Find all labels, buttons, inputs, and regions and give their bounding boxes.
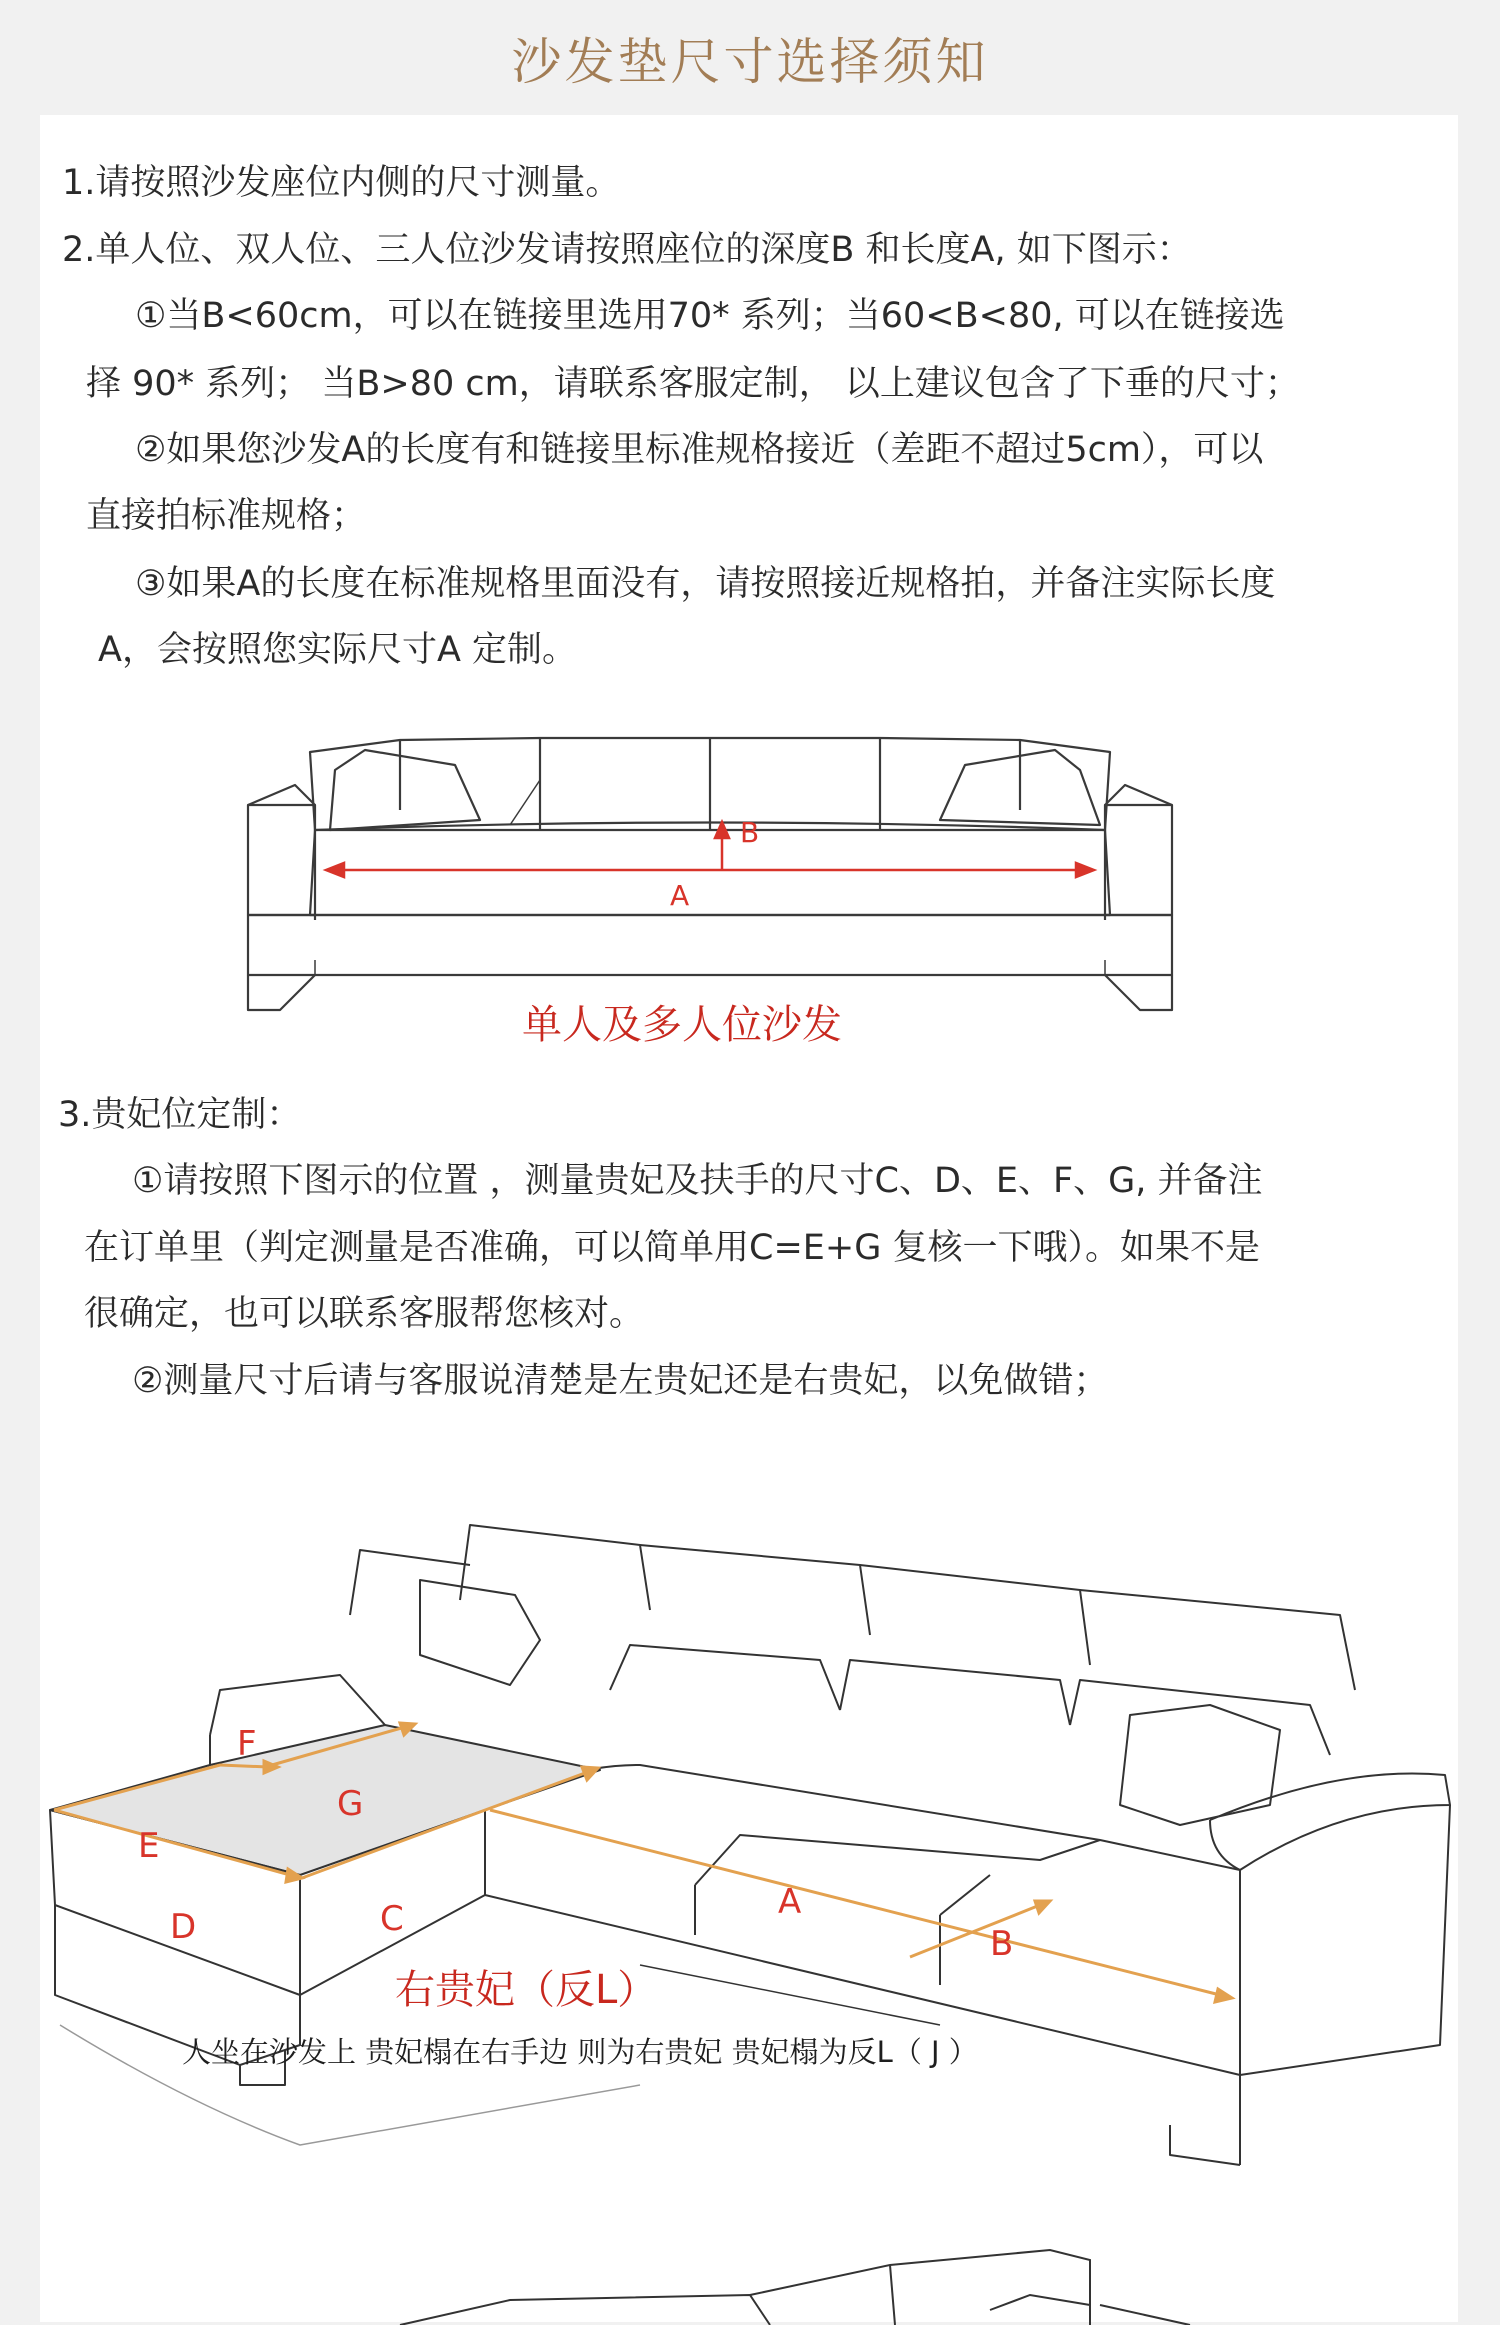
- dimension-label-c: C: [380, 1899, 404, 1939]
- dimension-label-a: A: [670, 879, 690, 912]
- next-sofa-diagram-partial: [390, 2215, 1190, 2325]
- figure-2-caption: 右贵妃（反L）: [395, 1967, 658, 2013]
- chaise-item-2: ②测量尺寸后请与客服说清楚是左贵妃还是右贵妃，以免做错；: [132, 1361, 1109, 1401]
- instruction-item-1b: 择 90* 系列； 当B>80 cm，请联系客服定制， 以上建议包含了下垂的尺寸；: [86, 364, 1300, 404]
- dimension-label-g: G: [337, 1784, 364, 1824]
- figure-1-caption: 单人及多人位沙发: [522, 1002, 842, 1048]
- content-card: [40, 115, 1458, 2322]
- chaise-item-1b: 在订单里（判定测量是否准确，可以简单用C=E+G 复核一下哦）。如果不是: [84, 1228, 1260, 1268]
- instruction-item-3a: ③如果A的长度在标准规格里面没有，请按照接近规格拍，并备注实际长度: [135, 564, 1276, 604]
- dimension-label-f: F: [237, 1724, 257, 1764]
- figure-2-note: 人坐在沙发上 贵妃榻在右手边 则为右贵妃 贵妃榻为反L（ J ）: [182, 2035, 978, 2069]
- instruction-item-3b: A，会按照您实际尺寸A 定制。: [98, 630, 578, 670]
- straight-sofa-diagram: [240, 710, 1180, 1030]
- dimension-label-e: E: [138, 1826, 160, 1866]
- chaise-item-1c: 很确定，也可以联系客服帮您核对。: [84, 1294, 645, 1334]
- instruction-line-1: 1.请按照沙发座位内侧的尺寸测量。: [62, 163, 621, 203]
- dimension-label-b: B: [740, 816, 760, 849]
- chaise-item-1a: ①请按照下图示的位置 ，测量贵妃及扶手的尺寸C、D、E、F、G, 并备注: [132, 1161, 1263, 1201]
- instruction-item-2a: ②如果您沙发A的长度有和链接里标准规格接近（差距不超过5cm），可以: [135, 430, 1264, 470]
- instruction-item-1a: ①当B<60cm，可以在链接里选用70* 系列；当60<B<80, 可以在链接选: [135, 296, 1285, 336]
- instruction-item-2b: 直接拍标准规格；: [86, 496, 367, 536]
- page-title: 沙发垫尺寸选择须知: [511, 33, 989, 91]
- chaise-heading: 3.贵妃位定制：: [58, 1095, 302, 1135]
- dimension-label-a: A: [778, 1882, 802, 1922]
- dimension-label-d: D: [170, 1907, 197, 1947]
- dimension-label-b: B: [990, 1924, 1014, 1964]
- instruction-line-2: 2.单人位、双人位、三人位沙发请按照座位的深度B 和长度A, 如下图示：: [62, 230, 1192, 270]
